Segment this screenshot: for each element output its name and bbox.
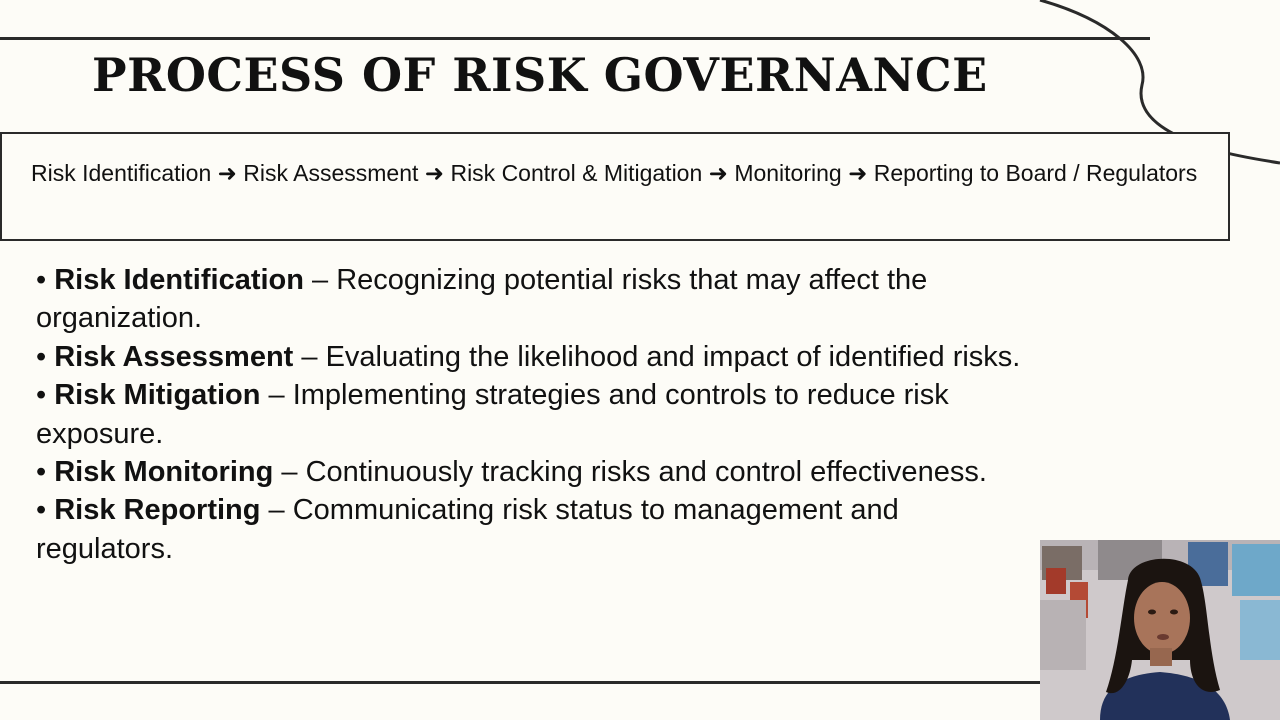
- bullet-description: – Recognizing potential risks that may affect the organization.: [36, 264, 928, 335]
- bullet-risk-mitigation: [36, 376, 1036, 453]
- process-flow-box: [0, 132, 1230, 241]
- bullet-term: Risk Reporting: [54, 494, 261, 527]
- bullet-term: Risk Assessment: [54, 340, 294, 373]
- bullet-description: – Evaluating the likelihood and impact of identified risks.: [301, 340, 1021, 373]
- bullet-marker: •: [36, 264, 47, 296]
- slide-title: PROCESS OF RISK GOVERNANCE: [92, 48, 988, 102]
- webcam-overlay: [1040, 540, 1280, 720]
- bullet-marker: •: [36, 379, 47, 412]
- bullet-term: Risk Identification: [54, 264, 304, 296]
- bullet-risk-assessment: [36, 338, 1036, 376]
- bullet-description: – Continuously tracking risks and control effectiveness.: [281, 456, 987, 489]
- bullet-description: – Implementing strategies and controls to reduce risk exposure.: [36, 379, 949, 450]
- bottom-divider-line: [0, 681, 1045, 684]
- process-flow-text: Risk Identification ➜ Risk Assessment ➜ Risk Control & Mitigation ➜ Monitoring ➜ Reporting to Board / Regulators: [31, 160, 1198, 186]
- bullet-risk-monitoring: [36, 453, 1036, 491]
- bullet-list: [36, 261, 1036, 568]
- webcam-presenter-image: [1040, 540, 1280, 720]
- bullet-term: Risk Monitoring: [54, 456, 274, 489]
- bullet-description: – Communicating risk status to management and regulators.: [36, 494, 899, 565]
- bullet-risk-reporting: [36, 491, 1036, 568]
- bullet-marker: •: [36, 456, 47, 489]
- bullet-marker: •: [36, 340, 47, 373]
- bullet-marker: •: [36, 494, 47, 527]
- bullet-risk-identification: [36, 261, 1036, 338]
- top-divider-line: [0, 37, 1150, 40]
- bullet-term: Risk Mitigation: [54, 379, 261, 412]
